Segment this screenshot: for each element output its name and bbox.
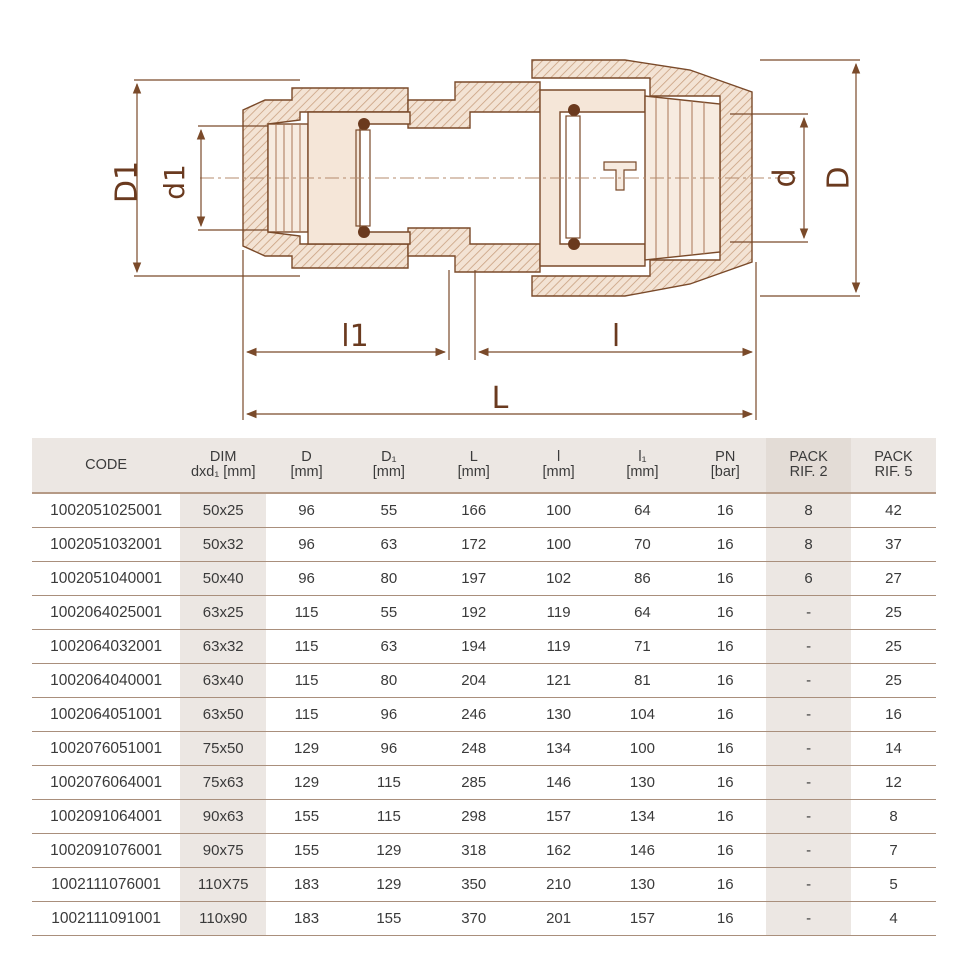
cell-length-l1: 64: [601, 596, 685, 630]
cell-pack-rif5: 25: [851, 630, 936, 664]
table-row: [32, 596, 936, 630]
header-l: l [mm]: [517, 438, 601, 493]
cell-length-total: 298: [431, 800, 517, 834]
cell-dim: 110X75: [180, 868, 266, 902]
cell-length-l1: 81: [601, 664, 685, 698]
header-D: D [mm]: [266, 438, 347, 493]
cell-dim: 63x32: [180, 630, 266, 664]
cell-d1-outer: 129: [347, 868, 431, 902]
dim-label-D: D: [821, 166, 857, 190]
cell-pn: 16: [684, 834, 766, 868]
cell-length-l1: 100: [601, 732, 685, 766]
cell-d-outer: 115: [266, 596, 347, 630]
cell-pack-rif5: 5: [851, 868, 936, 902]
dim-label-D1: D1: [109, 160, 145, 204]
cell-dim: 90x63: [180, 800, 266, 834]
cell-pn: 16: [684, 664, 766, 698]
cell-length-l: 157: [517, 800, 601, 834]
cell-pack-rif2: 6: [766, 562, 851, 596]
header-pn: PN [bar]: [684, 438, 766, 493]
header-l1: l₁ [mm]: [601, 438, 685, 493]
cell-d-outer: 129: [266, 732, 347, 766]
cell-code: 1002051040001: [32, 562, 180, 596]
cell-length-l: 119: [517, 596, 601, 630]
table-row: [32, 834, 936, 868]
cell-code: 1002076064001: [32, 766, 180, 800]
cell-d-outer: 115: [266, 664, 347, 698]
table-row: [32, 528, 936, 562]
cell-pack-rif2: -: [766, 664, 851, 698]
cell-length-l1: 157: [601, 902, 685, 936]
cell-length-l1: 130: [601, 868, 685, 902]
cell-d1-outer: 80: [347, 562, 431, 596]
cell-pack-rif5: 14: [851, 732, 936, 766]
cell-length-l1: 70: [601, 528, 685, 562]
table-row: [32, 493, 936, 528]
cell-code: 1002076051001: [32, 732, 180, 766]
cell-pn: 16: [684, 562, 766, 596]
cell-pn: 16: [684, 800, 766, 834]
cell-d1-outer: 96: [347, 698, 431, 732]
cell-pack-rif2: 8: [766, 528, 851, 562]
cell-length-total: 248: [431, 732, 517, 766]
cell-length-total: 370: [431, 902, 517, 936]
cell-code: 1002091064001: [32, 800, 180, 834]
header-dim: DIM dxd₁ [mm]: [180, 438, 266, 493]
cell-d1-outer: 96: [347, 732, 431, 766]
cell-pn: 16: [684, 868, 766, 902]
dim-label-d1: d1: [158, 164, 191, 200]
cell-d-outer: 183: [266, 868, 347, 902]
cell-length-total: 197: [431, 562, 517, 596]
cell-code: 1002051032001: [32, 528, 180, 562]
cell-pack-rif2: -: [766, 630, 851, 664]
cell-dim: 50x40: [180, 562, 266, 596]
cell-pack-rif2: -: [766, 800, 851, 834]
cell-d-outer: 183: [266, 902, 347, 936]
cell-pack-rif5: 42: [851, 493, 936, 528]
specification-table: [32, 438, 936, 936]
cell-d-outer: 155: [266, 834, 347, 868]
cell-code: 1002064051001: [32, 698, 180, 732]
cell-pack-rif2: -: [766, 698, 851, 732]
table-row: [32, 664, 936, 698]
cell-length-l: 100: [517, 528, 601, 562]
cell-length-total: 204: [431, 664, 517, 698]
cell-length-l: 146: [517, 766, 601, 800]
cell-code: 1002111076001: [32, 868, 180, 902]
cell-pack-rif2: -: [766, 868, 851, 902]
cell-dim: 110x90: [180, 902, 266, 936]
cell-d-outer: 96: [266, 493, 347, 528]
table-row: [32, 630, 936, 664]
header-pack-rif5: PACK RIF. 5: [851, 438, 936, 493]
cell-dim: 75x50: [180, 732, 266, 766]
cell-pn: 16: [684, 493, 766, 528]
cell-dim: 63x25: [180, 596, 266, 630]
cell-length-l: 102: [517, 562, 601, 596]
cell-length-total: 172: [431, 528, 517, 562]
dim-label-l: l: [611, 319, 621, 354]
dim-label-l1: l1: [341, 319, 369, 354]
cell-code: 1002064040001: [32, 664, 180, 698]
cell-length-total: 246: [431, 698, 517, 732]
table-row: [32, 902, 936, 936]
cell-length-l: 130: [517, 698, 601, 732]
cell-length-l: 100: [517, 493, 601, 528]
cell-length-l1: 134: [601, 800, 685, 834]
cell-pack-rif2: -: [766, 732, 851, 766]
cell-length-total: 194: [431, 630, 517, 664]
table-row: [32, 562, 936, 596]
cell-d1-outer: 115: [347, 766, 431, 800]
cell-pack-rif5: 12: [851, 766, 936, 800]
cell-dim: 63x40: [180, 664, 266, 698]
cell-pack-rif5: 8: [851, 800, 936, 834]
cell-code: 1002051025001: [32, 493, 180, 528]
cell-d-outer: 115: [266, 698, 347, 732]
cell-length-l: 201: [517, 902, 601, 936]
cell-pack-rif5: 37: [851, 528, 936, 562]
header-code: CODE: [32, 438, 180, 493]
dim-label-L: L: [491, 381, 509, 416]
cell-pack-rif2: -: [766, 834, 851, 868]
cell-pack-rif5: 16: [851, 698, 936, 732]
cell-d1-outer: 115: [347, 800, 431, 834]
header-D1: D₁ [mm]: [347, 438, 431, 493]
cell-d-outer: 115: [266, 630, 347, 664]
table-row: [32, 732, 936, 766]
cell-d-outer: 155: [266, 800, 347, 834]
cell-length-l1: 146: [601, 834, 685, 868]
cell-length-total: 285: [431, 766, 517, 800]
table-header-row: [32, 438, 936, 493]
cell-dim: 63x50: [180, 698, 266, 732]
cell-length-l1: 64: [601, 493, 685, 528]
table-row: [32, 800, 936, 834]
table-row: [32, 868, 936, 902]
cell-pack-rif2: -: [766, 596, 851, 630]
cell-length-l: 121: [517, 664, 601, 698]
cell-dim: 90x75: [180, 834, 266, 868]
cell-dim: 50x25: [180, 493, 266, 528]
cell-length-l1: 130: [601, 766, 685, 800]
cell-pack-rif5: 7: [851, 834, 936, 868]
cell-code: 1002111091001: [32, 902, 180, 936]
cell-pack-rif2: 8: [766, 493, 851, 528]
cell-pn: 16: [684, 596, 766, 630]
cell-pack-rif2: -: [766, 766, 851, 800]
cell-length-l: 210: [517, 868, 601, 902]
cell-dim: 50x32: [180, 528, 266, 562]
cell-length-total: 192: [431, 596, 517, 630]
cell-pn: 16: [684, 732, 766, 766]
header-pack-rif2: PACK RIF. 2: [766, 438, 851, 493]
cell-d1-outer: 63: [347, 630, 431, 664]
cell-d-outer: 96: [266, 562, 347, 596]
cell-length-l1: 104: [601, 698, 685, 732]
table-row: [32, 766, 936, 800]
cell-length-l: 134: [517, 732, 601, 766]
cell-length-total: 166: [431, 493, 517, 528]
cell-length-l1: 71: [601, 630, 685, 664]
cell-d1-outer: 55: [347, 493, 431, 528]
cell-d1-outer: 80: [347, 664, 431, 698]
fitting-technical-drawing: [0, 0, 970, 430]
cell-d1-outer: 129: [347, 834, 431, 868]
cell-d1-outer: 55: [347, 596, 431, 630]
cell-dim: 75x63: [180, 766, 266, 800]
cell-d-outer: 96: [266, 528, 347, 562]
dim-label-d: d: [767, 168, 803, 188]
cell-pn: 16: [684, 528, 766, 562]
cell-length-l: 162: [517, 834, 601, 868]
cell-pn: 16: [684, 698, 766, 732]
table-row: [32, 698, 936, 732]
cell-d-outer: 129: [266, 766, 347, 800]
cell-pn: 16: [684, 902, 766, 936]
cell-length-l: 119: [517, 630, 601, 664]
cell-pack-rif5: 25: [851, 596, 936, 630]
cell-length-total: 318: [431, 834, 517, 868]
cell-pack-rif5: 4: [851, 902, 936, 936]
cell-pack-rif5: 27: [851, 562, 936, 596]
cell-pn: 16: [684, 630, 766, 664]
cell-code: 1002091076001: [32, 834, 180, 868]
cell-d1-outer: 63: [347, 528, 431, 562]
cell-pack-rif5: 25: [851, 664, 936, 698]
cell-pack-rif2: -: [766, 902, 851, 936]
cell-code: 1002064025001: [32, 596, 180, 630]
cell-pn: 16: [684, 766, 766, 800]
cell-length-l1: 86: [601, 562, 685, 596]
cell-code: 1002064032001: [32, 630, 180, 664]
header-L: L [mm]: [431, 438, 517, 493]
cell-length-total: 350: [431, 868, 517, 902]
cell-d1-outer: 155: [347, 902, 431, 936]
